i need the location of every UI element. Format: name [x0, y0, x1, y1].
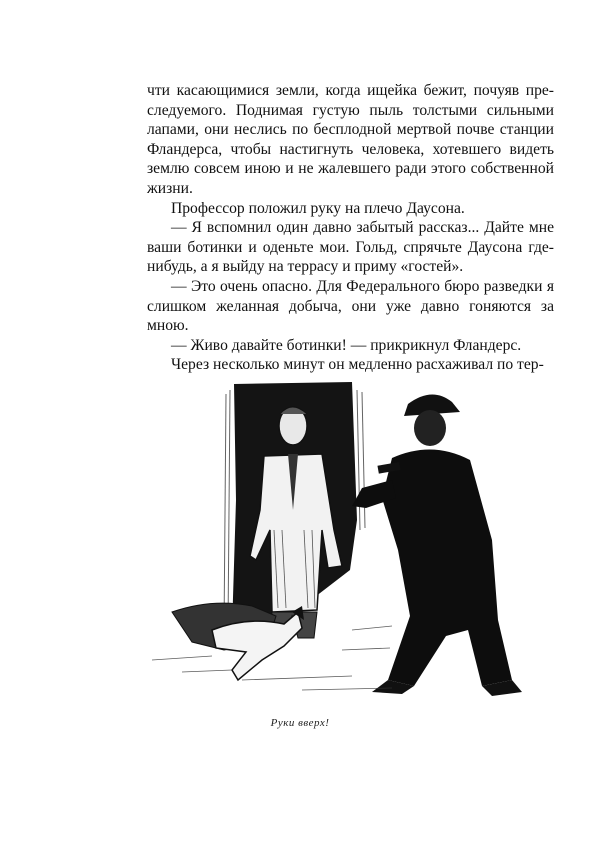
paragraph	[147, 355, 554, 375]
text-line: нибудь, а я выйду на террасу и приму «гостей».	[147, 258, 464, 276]
text-line: мною.	[147, 317, 189, 335]
paragraph	[147, 199, 554, 219]
text-line: чти касающимися земли, когда ищейка бежит, почуяв пре-	[147, 82, 554, 99]
paragraph	[147, 81, 554, 199]
illustration	[152, 380, 532, 710]
illustration-drawing	[152, 380, 532, 710]
text-line: жизни.	[147, 179, 193, 197]
text-line: лапами, они неслись по бесплодной мертвой почве станции	[147, 121, 554, 139]
text-line: ваши ботинки и оденьте мои. Гольд, спрячьте Даусона где-	[147, 238, 554, 256]
illustration-caption: Руки вверх!	[270, 717, 330, 729]
paragraph	[147, 277, 554, 336]
gunman-figure	[352, 394, 522, 696]
text-line: слишком желанная добыча, они уже давно гоняются за	[147, 297, 554, 315]
text-line: землю совсем иною и не жалевшего ради этого собственной	[147, 160, 554, 178]
text-line: — Это очень опасно. Для Федерального бюро разведки я	[171, 277, 554, 295]
text-line: — Живо давайте ботинки! — прикрикнул Фландерс.	[171, 336, 522, 354]
text-line: Фландерса, чтобы настигнуть человека, хотевшего видеть	[147, 140, 554, 158]
body-text	[147, 81, 554, 375]
text-line: Через несколько минут он медленно расхаживал по тер-	[171, 356, 544, 374]
paragraph	[147, 218, 554, 277]
text-line: Профессор положил руку на плечо Даусона.	[171, 199, 465, 217]
paragraph	[147, 336, 554, 356]
text-line: — Я вспомнил один давно забытый рассказ... Дайте мне	[171, 219, 554, 237]
text-line: следуемого. Поднимая густую пыль толстыми сильными	[147, 101, 554, 119]
